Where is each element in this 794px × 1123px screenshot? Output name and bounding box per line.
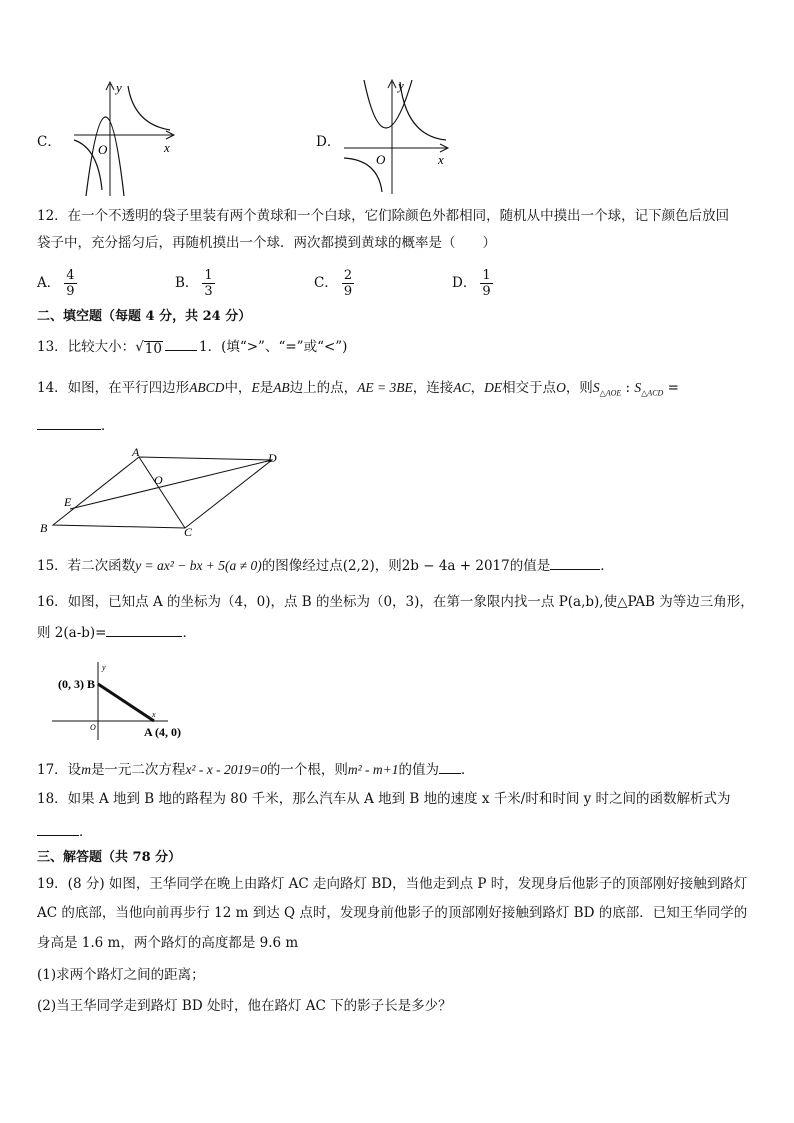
denominator: 9	[66, 284, 75, 299]
x-axis-label: x	[152, 710, 156, 719]
q19-line3: 身高是 1.6 m，两个路灯的高度都是 9.6 m	[37, 935, 299, 951]
q12-option-a	[37, 268, 77, 299]
origin-label: O	[90, 723, 96, 732]
point-c-label: C	[184, 525, 193, 536]
option-label: C．	[314, 275, 338, 291]
option-c-label: C．	[37, 134, 61, 150]
origin-label: O	[376, 152, 386, 167]
y-axis-label: y	[102, 663, 106, 672]
hyperbola-upper-branch	[128, 86, 170, 130]
q19-part2: (2)当王华同学走到路灯 BD 处时，他在路灯 AC 下的影子长是多少？	[37, 998, 452, 1014]
segment-ac	[139, 457, 185, 528]
numerator: 2	[343, 268, 353, 283]
point-b-label: B	[40, 521, 48, 535]
denominator: 9	[343, 284, 353, 299]
q17: 17．设m是一元二次方程x² - x - 2019=0的一个根，则m² - m+1的值为 ．	[37, 759, 474, 780]
origin-label: O	[98, 142, 108, 157]
numerator: 1	[204, 268, 213, 283]
y-axis-label: y	[116, 80, 122, 95]
parallelogram-figure	[36, 444, 296, 536]
point-b-label: (0, 3) B	[58, 677, 95, 691]
answer-blank	[37, 821, 79, 836]
q12-line2: 袋子中，充分摇匀后，再随机摸出一个球．两次都摸到黄球的概率是（ ）	[37, 235, 496, 251]
answer-blank	[106, 622, 182, 637]
q14-line1: 14．如图，在平行四边形ABCD中，E是AB边上的点，AE = 3BE，连接AC，DE相交于点O，则$S_{\triangle AOE}$ : $S_{\triangle ACD}$ =	[37, 380, 679, 398]
numerator: 4	[66, 268, 75, 283]
q19-line2: AC 的底部，当他向前再步行 12 m 到达 Q 点时，发现身前他影子的顶部刚好接触到路灯 BD 的底部．已知王华同学的	[37, 905, 748, 921]
q16-line1: 16．如图，已知点 A 的坐标为（4，0)，点 B 的坐标为（0，3)，在第一象限内找一点 P(a,b),使△PAB 为等边三角形，	[37, 594, 754, 610]
point-d-label: D	[268, 451, 277, 465]
hyperbola-upper-branch	[400, 82, 446, 140]
q15: 15．若二次函数y = ax² − bx + 5(a ≠ 0)的图像经过点(2,2)，则2b − 4a + 2017的值是 ．	[37, 555, 614, 576]
q12-option-d	[452, 268, 493, 299]
option-label: A．	[37, 275, 61, 291]
point-a-label: A (4, 0)	[144, 725, 181, 739]
q12-option-c	[314, 268, 354, 299]
sqrt-expression: √ 10	[135, 339, 162, 357]
numerator: 1	[482, 268, 491, 283]
denominator: 9	[482, 284, 491, 299]
x-axis-label: x	[164, 140, 170, 155]
graph-option-c	[66, 78, 186, 196]
section3-heading: 三、解答题（共 78 分）	[37, 850, 182, 865]
q13: 13．比较大小： √ 10 1．(填“>”、“=”或“<”)	[37, 336, 347, 357]
denominator: 3	[204, 284, 213, 299]
coordinate-figure	[50, 660, 200, 742]
q18-answer-line: ．	[37, 821, 93, 842]
answer-blank	[37, 415, 101, 430]
section2-heading: 二、填空题（每题 4 分，共 24 分）	[37, 309, 252, 324]
option-label: B．	[175, 275, 199, 291]
point-o-label: O	[154, 473, 163, 487]
q19-part1: (1)求两个路灯之间的距离；	[37, 967, 205, 983]
answer-blank	[439, 759, 461, 774]
option-label: D．	[452, 275, 477, 291]
x-axis-label: x	[438, 152, 444, 167]
answer-blank	[550, 555, 600, 570]
y-axis-label: y	[398, 78, 404, 93]
q12-line1: 12．在一个不透明的袋子里装有两个黄球和一个白球，它们除颜色外都相同，随机从中摸出一个球，记下颜色后放回	[37, 208, 730, 224]
q19-line1: 19．(8 分) 如图，王华同学在晚上由路灯 AC 走向路灯 BD，当他走到点 P 时，发现身后他影子的顶部刚好接触到路灯	[37, 876, 748, 892]
segment-ab	[98, 684, 154, 721]
segment-de	[70, 460, 272, 509]
q12-option-b	[175, 268, 215, 299]
q14-answer-line: ．	[37, 415, 115, 436]
point-e-label: E	[64, 495, 72, 509]
graph-option-d	[340, 76, 460, 194]
answer-blank	[165, 336, 197, 351]
option-d-label: D．	[316, 134, 341, 150]
q16-line2: 则 2(a-b)= ．	[37, 622, 196, 643]
point-a-label: A	[132, 445, 140, 459]
q18-line1: 18．如果 A 地到 B 地的路程为 80 千米，那么汽车从 A 地到 B 地的速度 x 千米/时和时间 y 时之间的函数解析式为	[37, 791, 731, 807]
